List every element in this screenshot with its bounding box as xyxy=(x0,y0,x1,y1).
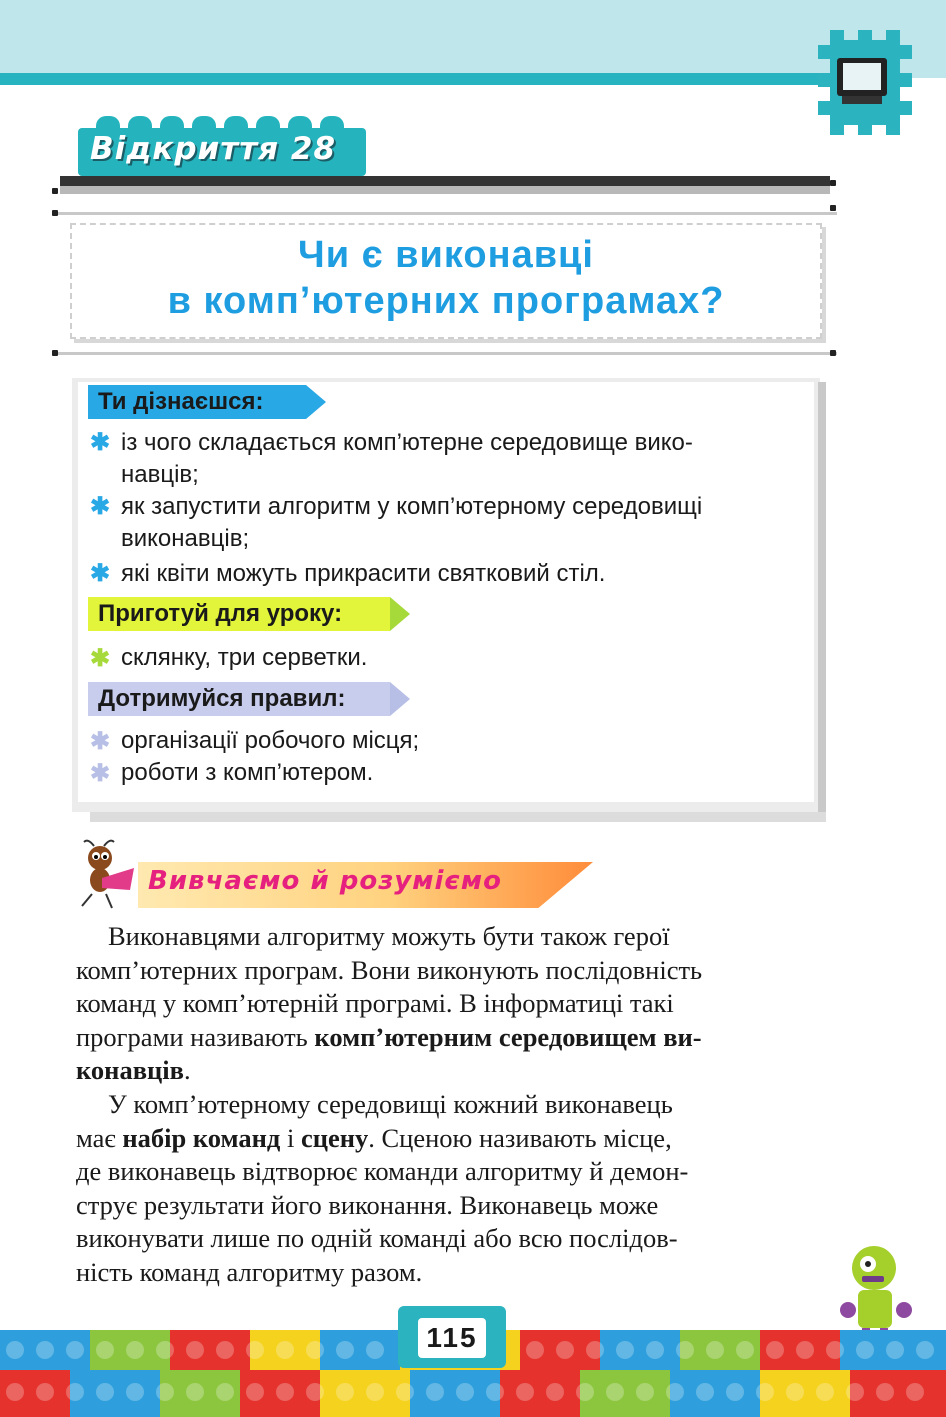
paragraph-1 xyxy=(76,920,816,1088)
rail-dot xyxy=(52,210,58,216)
top-line xyxy=(0,73,860,85)
monitor-icon xyxy=(815,30,915,135)
term-bold: сцену xyxy=(300,1122,369,1153)
text-line: У комп’ютерному середовищі кожний виконавець xyxy=(108,1089,673,1119)
text-line: програми називають комп’ютерним середовищем ви- xyxy=(76,1021,702,1052)
asterisk-icon: ✱ xyxy=(90,728,111,755)
list-item: виконавців; xyxy=(121,525,250,552)
text-line: комп’ютерних програм. Вони виконують послідовність xyxy=(76,954,703,985)
list-item: навців; xyxy=(121,461,199,488)
text-line: Виконавцями алгоритму можуть бути також герої xyxy=(108,921,670,951)
rail-bottom xyxy=(52,352,837,355)
list-item: організації робочого місця; xyxy=(121,727,420,754)
paragraph-2 xyxy=(76,1088,816,1289)
text-line: струє результати його виконання. Виконавець може xyxy=(76,1189,659,1220)
rail-top xyxy=(52,212,837,215)
asterisk-icon: ✱ xyxy=(90,560,111,587)
text-line: виконувати лише по одній команді або всю послідов- xyxy=(76,1223,678,1253)
rail-dot xyxy=(830,350,836,356)
rail-dot xyxy=(830,180,836,186)
list-item: роботи з комп’ютером. xyxy=(121,759,374,786)
term-bold: комп’ютерним середовищем ви- xyxy=(314,1021,702,1052)
page-number: 115 xyxy=(418,1318,486,1358)
robot-mascot-icon xyxy=(818,1240,928,1340)
asterisk-icon: ✱ xyxy=(90,760,111,787)
page-title-line1: Чи є виконавці xyxy=(298,234,594,276)
page-title-line2: в комп’ютерних програмах? xyxy=(167,280,725,322)
text-line: команд у комп’ютерній програмі. В інформатиці такі xyxy=(76,988,674,1018)
rail-dot xyxy=(52,350,58,356)
header-grey-bar xyxy=(60,186,830,194)
prepare-label: Приготуй для уроку: xyxy=(88,597,390,631)
asterisk-icon: ✱ xyxy=(90,493,111,520)
ant-mascot-icon xyxy=(72,838,142,910)
text-line: ність команд алгоритму разом. xyxy=(76,1256,423,1287)
text-line: має набір команд і сцену. Сценою називають місце, xyxy=(76,1122,672,1153)
learn-label: Ти дізнаєшся: xyxy=(88,385,306,419)
rail-dot xyxy=(830,205,836,211)
list-item: із чого складається комп’ютерне середовище вико- xyxy=(121,429,693,456)
rules-label: Дотримуйся правил: xyxy=(88,682,390,716)
header-dark-bar xyxy=(60,176,830,186)
info-shadow xyxy=(818,382,826,822)
list-item: як запустити алгоритм у комп’ютерному середовищі xyxy=(121,493,703,520)
asterisk-icon: ✱ xyxy=(90,645,111,672)
asterisk-icon: ✱ xyxy=(90,429,111,456)
section-tag-label: Відкриття 28 xyxy=(90,131,337,167)
top-band xyxy=(0,0,946,78)
info-shadow xyxy=(90,812,826,822)
term-bold: конавців xyxy=(76,1055,184,1085)
list-item: склянку, три серветки. xyxy=(121,644,368,671)
list-item: які квіти можуть прикрасити святковий стіл. xyxy=(121,560,606,587)
section-heading: Вивчаємо й розуміємо xyxy=(148,866,502,896)
text-line: конавців. xyxy=(76,1055,191,1085)
text-line: де виконавець відтворює команди алгоритму й демон- xyxy=(76,1156,689,1186)
term-bold: набір команд xyxy=(122,1122,281,1153)
rail-dot xyxy=(52,188,58,194)
